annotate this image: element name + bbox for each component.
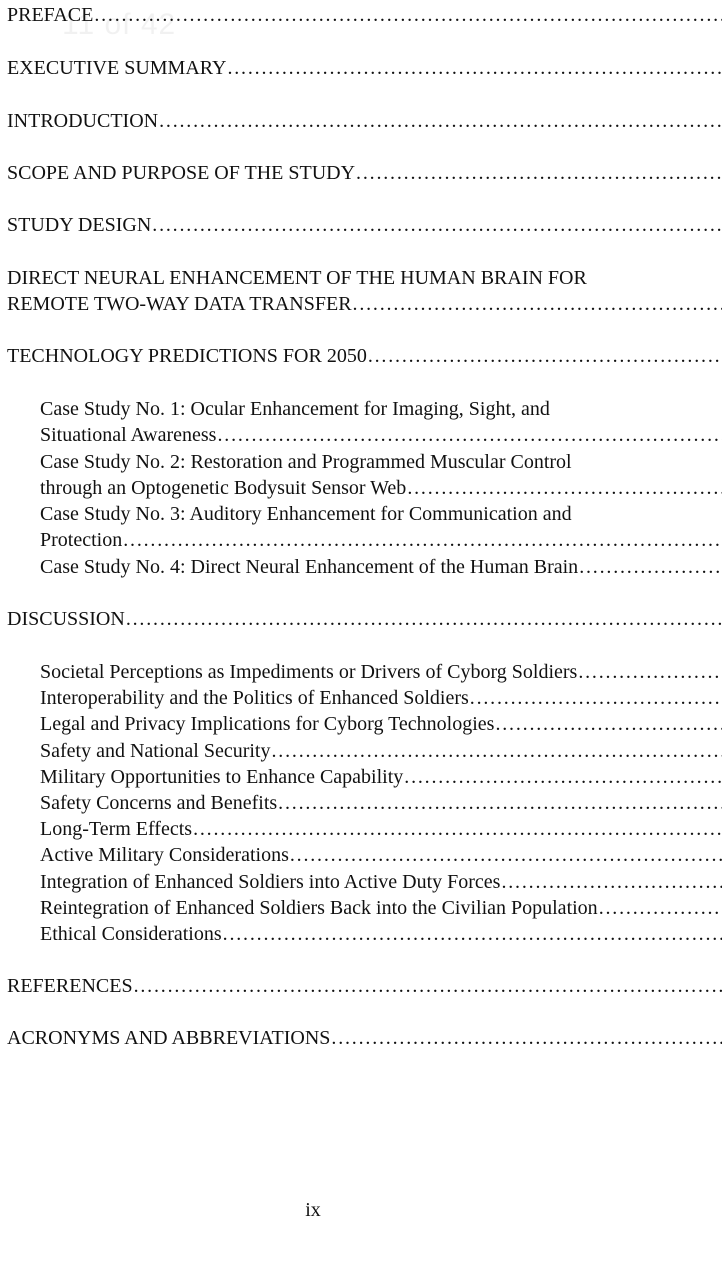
toc-entry-disc-item[interactable]: Active Military Considerations . . . (40, 842, 722, 868)
toc-entry-case1-line1[interactable]: Case Study No. 1: Ocular Enhancement for Imaging, Sight, and (40, 398, 550, 420)
dot-leader (290, 842, 722, 868)
dot-leader (578, 659, 722, 685)
dot-leader (152, 212, 722, 238)
dot-leader (501, 869, 722, 895)
dot-leader (126, 606, 722, 632)
toc-entry-disc-item[interactable]: Legal and Privacy Implications for Cyborg Technologies . . . (40, 711, 722, 737)
toc-entry-disc-item[interactable]: Military Opportunities to Enhance Capability . . . (40, 764, 722, 790)
toc-entry-disc-item[interactable]: Long-Term Effects . . . (40, 816, 722, 842)
dot-leader (217, 422, 722, 448)
toc-entry-introduction[interactable]: INTRODUCTION . . . (7, 108, 722, 134)
toc-entry-preface[interactable]: PREFACE . . . (7, 2, 722, 28)
dot-leader (123, 527, 722, 553)
toc-entry-case1-line2[interactable]: Situational Awareness . . . (40, 422, 722, 448)
dot-leader (223, 921, 722, 947)
page-number: ix (305, 1199, 321, 1221)
dot-leader (193, 816, 722, 842)
dot-leader (368, 343, 722, 369)
toc-entry-case2-line2[interactable]: through an Optogenetic Bodysuit Sensor Web . . . (40, 475, 722, 501)
dot-leader (353, 291, 722, 317)
page-watermark: 11 of 42 (62, 8, 177, 41)
toc-entry-case3-line1[interactable]: Case Study No. 3: Auditory Enhancement for Communication and (40, 503, 572, 525)
dot-leader (94, 2, 722, 28)
toc-entry-discussion[interactable]: DISCUSSION . . . (7, 606, 722, 632)
dot-leader (134, 973, 722, 999)
dot-leader (407, 475, 722, 501)
toc-entry-executive-summary[interactable]: EXECUTIVE SUMMARY . . . (7, 55, 722, 81)
dot-leader (404, 764, 722, 790)
toc-entry-case3-line2[interactable]: Protection . . . (40, 527, 722, 553)
dot-leader (495, 711, 722, 737)
toc-entry-case2-line1[interactable]: Case Study No. 2: Restoration and Programmed Muscular Control (40, 451, 572, 473)
toc-entry-disc-item[interactable]: Interoperability and the Politics of Enhanced Soldiers . . . (40, 685, 722, 711)
dot-leader (470, 685, 722, 711)
toc-entry-disc-item[interactable]: Safety Concerns and Benefits . . . (40, 790, 722, 816)
dot-leader (331, 1025, 722, 1051)
toc-entry-disc-item[interactable]: Societal Perceptions as Impediments or Drivers of Cyborg Soldiers . . . (40, 659, 722, 685)
toc-entry-acronyms[interactable]: ACRONYMS AND ABBREVIATIONS . . . (7, 1025, 722, 1051)
dot-leader (278, 790, 722, 816)
toc-entry-disc-item[interactable]: Integration of Enhanced Soldiers into Active Duty Forces . . . (40, 869, 722, 895)
dot-leader (159, 108, 722, 134)
toc-entry-disc-item[interactable]: Ethical Considerations . . . (40, 921, 722, 947)
toc-entry-direct-neural-line1[interactable]: DIRECT NEURAL ENHANCEMENT OF THE HUMAN BRAIN FOR (7, 267, 587, 289)
toc-entry-direct-neural-line2[interactable]: REMOTE TWO-WAY DATA TRANSFER . . . (7, 291, 722, 317)
dot-leader (579, 554, 722, 580)
dot-leader (599, 895, 722, 921)
toc-entry-tech-predictions[interactable]: TECHNOLOGY PREDICTIONS FOR 2050 . . . (7, 343, 722, 369)
dot-leader (272, 738, 723, 764)
toc-entry-disc-item[interactable]: Reintegration of Enhanced Soldiers Back into the Civilian Population . . . (40, 895, 722, 921)
toc-entry-references[interactable]: REFERENCES . . . (7, 973, 722, 999)
toc-entry-study-design[interactable]: STUDY DESIGN . . . (7, 212, 722, 238)
toc-entry-scope[interactable]: SCOPE AND PURPOSE OF THE STUDY . . . (7, 160, 722, 186)
toc-entry-disc-item[interactable]: Safety and National Security . . . (40, 738, 722, 764)
dot-leader (356, 160, 722, 186)
dot-leader (227, 55, 722, 81)
toc-entry-case4[interactable]: Case Study No. 4: Direct Neural Enhancement of the Human Brain . . . (40, 554, 722, 580)
